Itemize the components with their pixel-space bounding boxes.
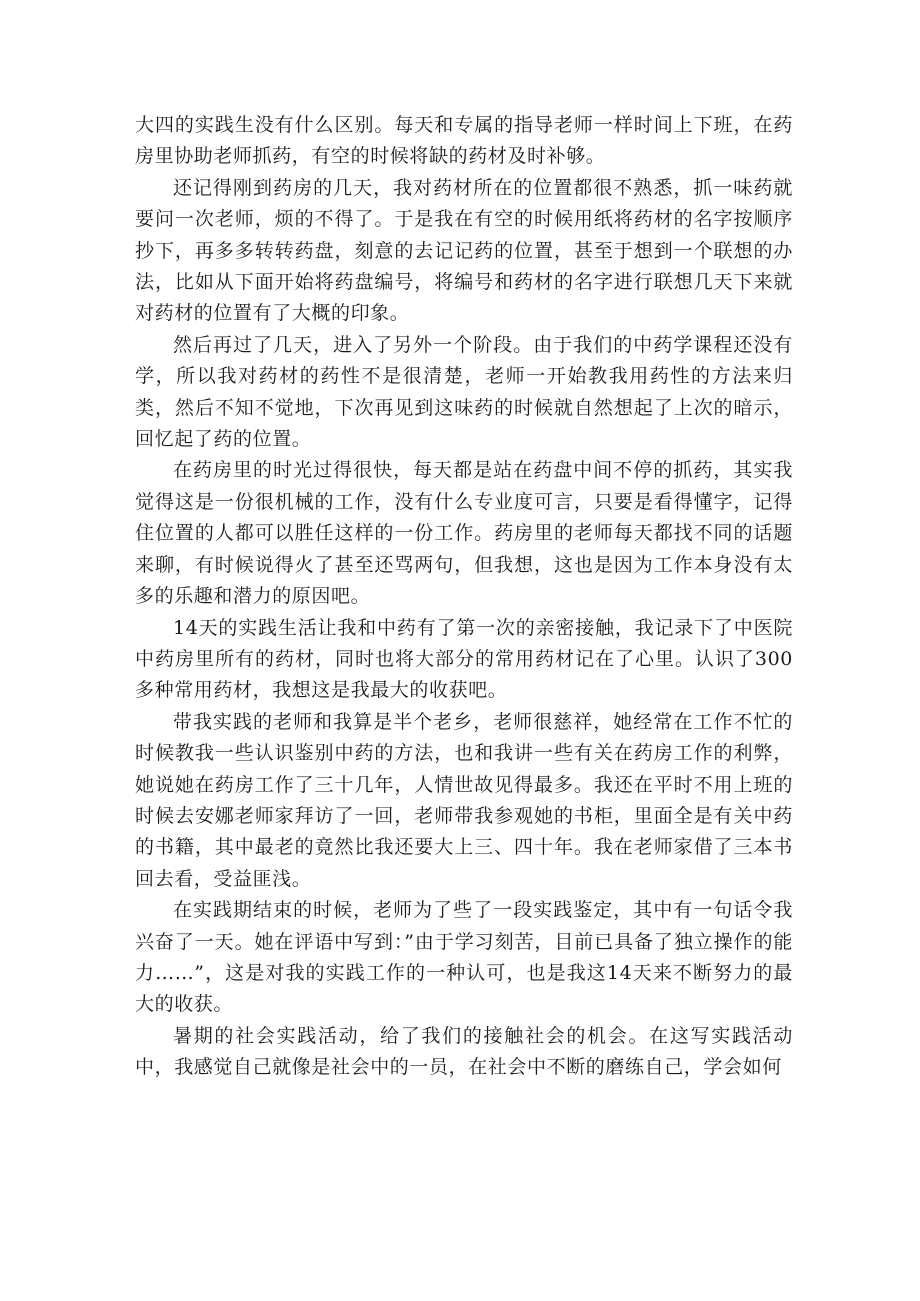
paragraph-3: 然后再过了几天，进入了另外一个阶段。由于我们的中药学课程还没有学，所以我对药材的药性不是很清楚，老师一开始教我用药性的方法来归类，然后不知不觉地，下次再见到这味药的时候就自然想起了上次的暗示，回忆起了药的位置。 xyxy=(135,333,793,451)
paragraph-8: 暑期的社会实践活动，给了我们的接触社会的机会。在这写实践活动中，我感觉自己就像是社会中的一员，在社会中不断的磨练自己，学会如何 xyxy=(135,1024,793,1079)
paragraph-1: 大四的实践生没有什么区别。每天和专属的指导老师一样时间上下班，在药房里协助老师抓药，有空的时候将缺的药材及时补够。 xyxy=(135,114,793,168)
paragraph-7: 在实践期结束的时候，老师为了些了一段实践鉴定，其中有一句话令我兴奋了一天。她在评语中写到：”由于学习刻苦，目前已具备了独立操作的能力……”，这是对我的实践工作的一种认可，也是我这14天来不断努力的最大的收获。 xyxy=(135,899,793,1016)
paragraph-6: 带我实践的老师和我算是半个老乡，老师很慈祥，她经常在工作不忙的时候教我一些认识鉴别中药的方法，也和我讲一些有关在药房工作的利弊，她说她在药房工作了三十几年，人情世故见得最多。我还在平时不用上班的时候去安娜老师家拜访了一回，老师带我参观她的书柜，里面全是有关中药的书籍，其中最老的竟然比我还要大上三、四十年。我在老师家借了三本书回去看，受益匪浅。 xyxy=(135,710,793,890)
paragraph-4: 在药房里的时光过得很快，每天都是站在药盘中间不停的抓药，其实我觉得这是一份很机械的工作，没有什么专业度可言，只要是看得懂字，记得住位置的人都可以胜任这样的一份工作。药房里的老师每天都找不同的话题来聊，有时候说得火了甚至还骂两句，但我想，这也是因为工作本身没有太多的乐趣和潜力的原因吧。 xyxy=(135,459,793,608)
paragraph-5: 14天的实践生活让我和中药有了第一次的亲密接触，我记录下了中医院中药房里所有的药材，同时也将大部分的常用药材记在了心里。认识了300多种常用药材，我想这是我最大的收获吧。 xyxy=(135,616,793,702)
paragraph-2: 还记得刚到药房的几天，我对药材所在的位置都很不熟悉，抓一味药就要问一次老师，烦的不得了。于是我在有空的时候用纸将药材的名字按顺序抄下，再多多转转药盘，刻意的去记记药的位置，甚至于想到一个联想的办法，比如从下面开始将药盘编号，将编号和药材的名字进行联想几天下来就对药材的位置有了大概的印象。 xyxy=(135,176,793,325)
